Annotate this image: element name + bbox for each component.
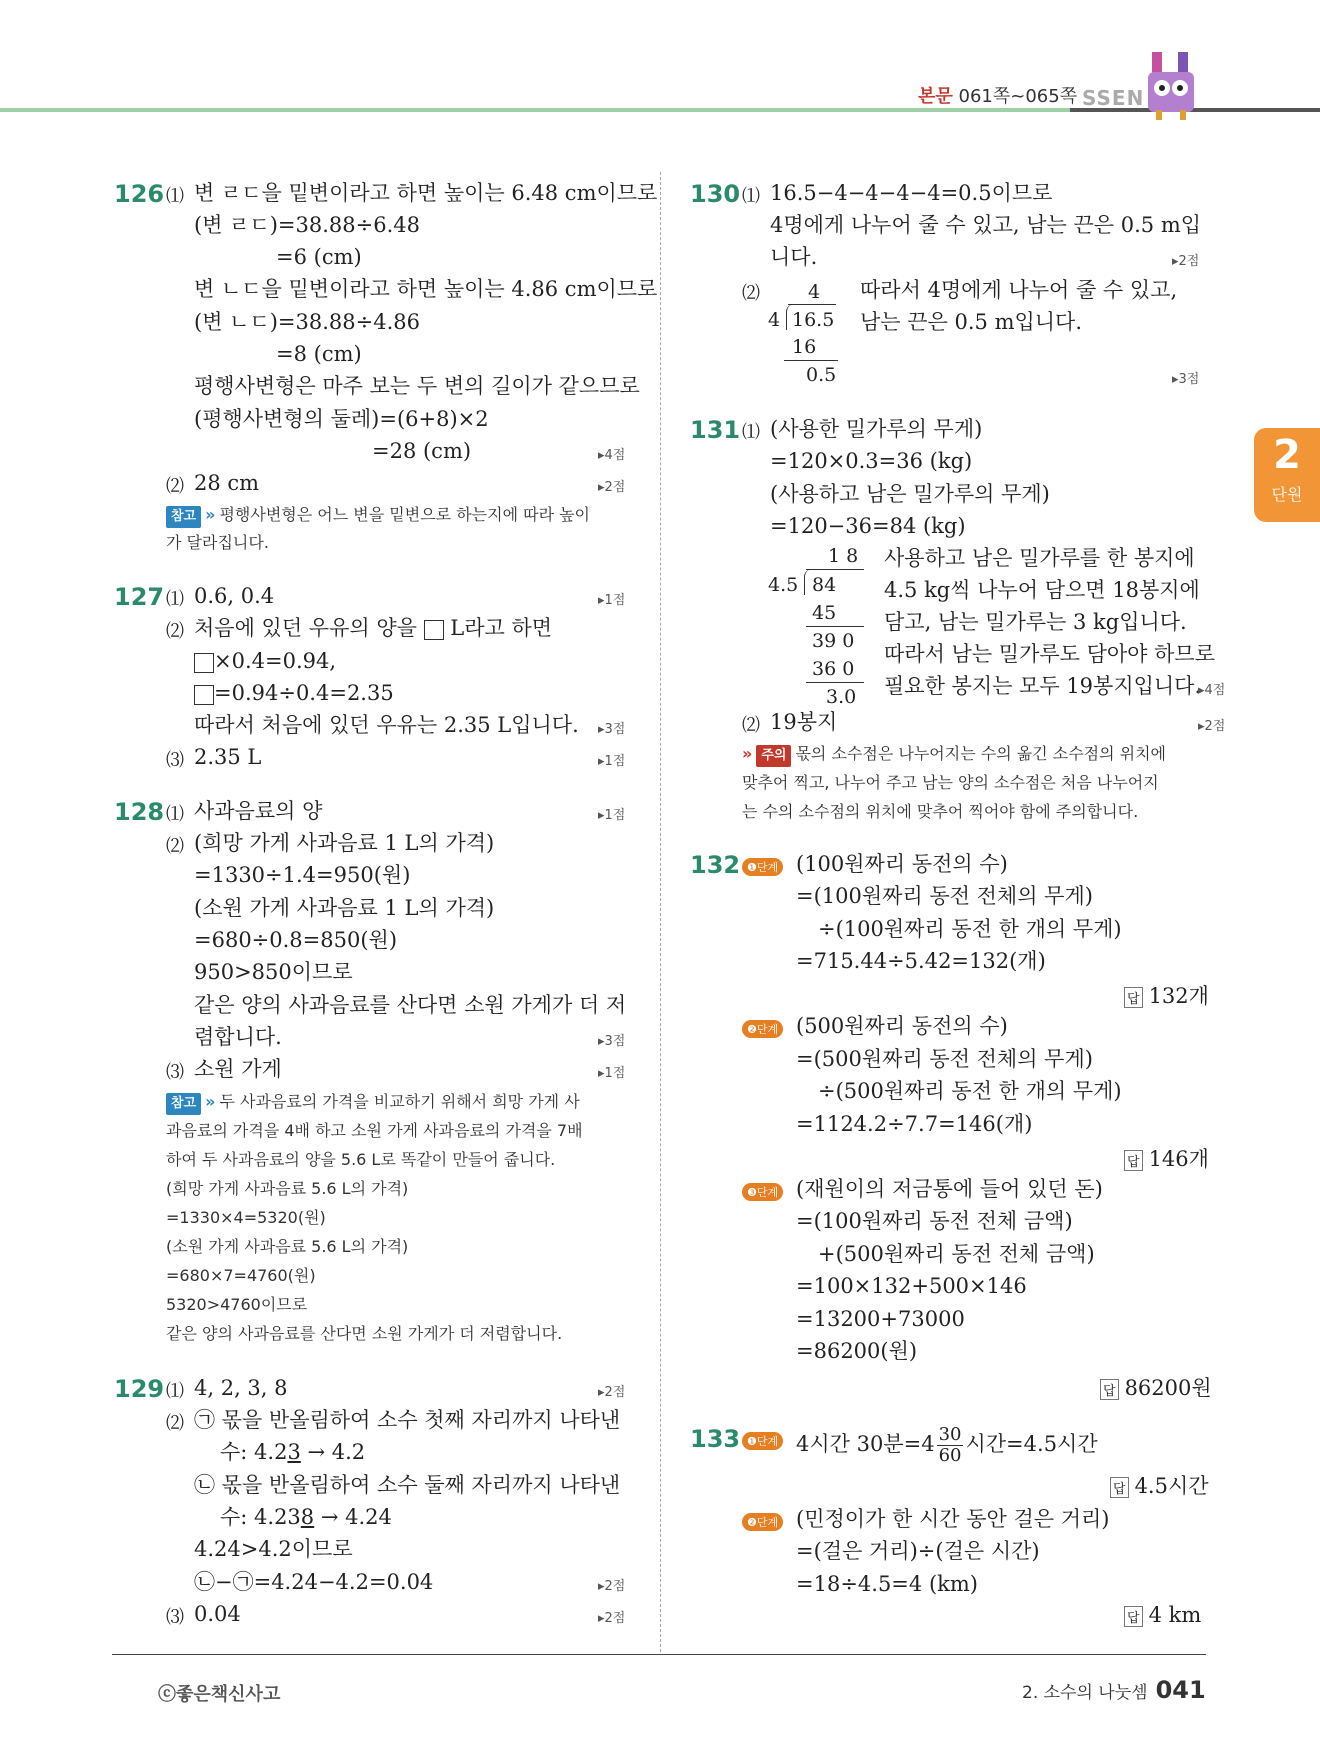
solution-line: 4.24>4.2이므로 [194, 1537, 353, 1561]
solution-line: 담고, 남는 밀가루는 3 kg입니다. [884, 610, 1187, 634]
sub-label: ⑴ [166, 1381, 184, 1402]
answer-text: 28 cm [194, 471, 260, 495]
sub-label: ⑵ [166, 476, 184, 497]
brand-logo: SSEN [1082, 86, 1145, 110]
note-text: =680×7=4760(원) [166, 1266, 316, 1285]
answer-label: 답 [1100, 1379, 1119, 1400]
fraction [937, 1425, 964, 1466]
note-text: 하여 두 사과음료의 양을 5.6 L로 똑같이 만들어 줍니다. [166, 1150, 556, 1169]
blank-box [424, 620, 444, 640]
text-part: → 4.2 [300, 1440, 366, 1464]
subtraction-line [806, 682, 864, 683]
blank-box [194, 685, 214, 705]
solution-line: (사용하고 남은 밀가루의 무게) [770, 482, 1050, 506]
solution-line: =100×132+500×146 [796, 1274, 1027, 1298]
double-chevron-icon: » [742, 744, 753, 763]
unit-number: 2 [1273, 432, 1301, 478]
solution-line: =28 (cm) [372, 439, 472, 463]
sub-label: ⑵ [166, 621, 184, 642]
subtrahend: 45 [812, 602, 837, 624]
sub-label: ⑵ [742, 283, 760, 304]
answer-value: 4 km [1148, 1603, 1202, 1627]
footer-rule [112, 1654, 1206, 1655]
sub-label: ⑴ [742, 186, 760, 207]
reference-note [166, 504, 590, 528]
score-label: ▸1점 [598, 1066, 626, 1081]
note-badge: 참고 [166, 1093, 201, 1115]
problem-number: 128 [114, 798, 165, 826]
answer-value: 132개 [1148, 984, 1209, 1008]
answer-text: 0.6, 0.4 [194, 584, 275, 608]
text-part: =0.94÷0.4=2.35 [214, 681, 394, 705]
publisher-label: ⓒ좋은책신사고 [158, 1684, 281, 1705]
solution-line: 16.5−4−4−4−4=0.5이므로 [770, 181, 1053, 205]
note-text: 가 달라집니다. [166, 533, 269, 552]
subtrahend: 36 0 [812, 658, 855, 680]
page-number: 041 [1155, 1676, 1206, 1704]
note-text: 두 사과음료의 가격을 비교하기 위해서 희망 가게 사 [219, 1092, 580, 1111]
answer-text: 사과음료의 양 [194, 799, 323, 823]
answer-text: 19봉지 [770, 710, 838, 734]
sub-label: ⑴ [166, 186, 184, 207]
score-label: ▸2점 [1198, 719, 1226, 734]
problem-number: 131 [690, 416, 741, 444]
remainder: 3.0 [826, 686, 857, 708]
header-section: 본문 [918, 86, 953, 107]
text-part: → 4.24 [314, 1505, 392, 1529]
answer-label: 답 [1124, 987, 1143, 1008]
solution-line: ÷(100원짜리 동전 한 개의 무게) [818, 917, 1122, 941]
solution-line: =1330÷1.4=950(원) [194, 863, 411, 887]
final-answer [1110, 1470, 1209, 1500]
solution-line: (변 ㄴㄷ)=38.88÷4.86 [194, 310, 420, 334]
step-badge: ❷단계 [742, 1020, 783, 1038]
problem-number: 133 [690, 1425, 741, 1453]
subtraction-line [784, 360, 838, 361]
answer-label: 답 [1124, 1606, 1143, 1627]
solution-line: 같은 양의 사과음료를 산다면 소원 가게가 더 저 [194, 993, 627, 1017]
solution-line: 따라서 처음에 있던 우유는 2.35 L입니다. [194, 713, 579, 737]
sub-label: ⑴ [742, 422, 760, 443]
divisor: 4.5 [768, 574, 799, 596]
solution-line: (소원 가게 사과음료 1 L의 가격) [194, 896, 495, 920]
problem-number: 127 [114, 583, 165, 611]
subtraction-line [806, 626, 864, 627]
sub-label: ⑴ [166, 589, 184, 610]
problem-number: 129 [114, 1375, 165, 1403]
score-label: ▸2점 [598, 480, 626, 495]
mascot-icon [1148, 48, 1196, 120]
partial-remainder: 39 0 [812, 630, 855, 652]
solution-line: =6 (cm) [276, 245, 362, 269]
solution-line: =(걸은 거리)÷(걸은 시간) [796, 1539, 1040, 1563]
column-divider [660, 172, 661, 1652]
solution-line: =(100원짜리 동전 전체 금액) [796, 1209, 1073, 1233]
dividend: 16.5 [792, 309, 835, 331]
solution-line: 따라서 4명에게 나누어 줄 수 있고, [860, 278, 1178, 302]
solution-line: =(100원짜리 동전 전체의 무게) [796, 884, 1093, 908]
solution-line: ㉡−㉠=4.24−4.2=0.04 [194, 1570, 434, 1594]
answer-value: 4.5시간 [1134, 1474, 1209, 1498]
header-page-reference [918, 82, 1077, 108]
solution-line: 남는 끈은 0.5 m입니다. [860, 310, 1083, 334]
solution-line: 렴합니다. [194, 1025, 282, 1049]
solution-line: =18÷4.5=4 (km) [796, 1572, 978, 1596]
score-label: ▸2점 [598, 1385, 626, 1400]
note-text: =1330×4=5320(원) [166, 1208, 326, 1227]
text-part: ×0.4=0.94, [214, 649, 337, 673]
score-label: ▸3점 [598, 722, 626, 737]
answer-text: 4, 2, 3, 8 [194, 1376, 288, 1400]
unit-label: 단원 [1271, 485, 1303, 504]
answer-text: 0.04 [194, 1602, 241, 1626]
final-answer [1124, 1143, 1209, 1173]
solution-line [220, 1439, 365, 1465]
solution-line: 4명에게 나누어 줄 수 있고, 남는 끈은 0.5 m입 [770, 213, 1202, 237]
text-part: 수: 4.2 [220, 1440, 288, 1464]
solution-line [194, 615, 552, 641]
note-text: 평행사변형은 어느 변을 밑변으로 하는지에 따라 높이 [219, 505, 591, 524]
solution-line: 필요한 봉지는 모두 19봉지입니다. [884, 674, 1202, 698]
solution-line [194, 648, 336, 674]
footer-chapter [1022, 1676, 1206, 1704]
score-label: ▸2점 [598, 1579, 626, 1594]
answer-text: 2.35 L [194, 745, 262, 769]
note-text: (희망 가게 사과음료 5.6 L의 가격) [166, 1179, 409, 1198]
solution-line: 변 ㄹㄷ을 밑변이라고 하면 높이는 6.48 cm이므로 [194, 181, 658, 205]
solution-line: =1124.2÷7.7=146(개) [796, 1112, 1033, 1136]
sub-label: ⑵ [742, 715, 760, 736]
solution-line: =(500원짜리 동전 전체의 무게) [796, 1047, 1093, 1071]
solution-line: 변 ㄴㄷ을 밑변이라고 하면 높이는 4.86 cm이므로 [194, 277, 658, 301]
caution-note [742, 743, 1166, 767]
step-badge: ❶단계 [742, 1432, 783, 1450]
chapter-title: 2. 소수의 나눗셈 [1022, 1683, 1148, 1703]
solution-line: +(500원짜리 동전 전체 금액) [818, 1242, 1095, 1266]
note-badge: 주의 [756, 745, 791, 767]
answer-text: 소원 가게 [194, 1057, 282, 1081]
solution-line: 따라서 남는 밀가루도 담아야 하므로 [884, 642, 1215, 666]
note-badge: 참고 [166, 506, 201, 528]
step-badge: ❷단계 [742, 1513, 783, 1531]
score-label: ▸3점 [1172, 372, 1200, 387]
solution-line: 니다. [770, 245, 818, 269]
text-part: 수: 4.23 [220, 1505, 301, 1529]
note-text: 과음료의 가격을 4배 하고 소원 가게 사과음료의 가격을 7배 [166, 1121, 583, 1140]
note-text: 맞추어 찍고, 나누어 주고 남는 양의 소수점은 처음 나누어지 [742, 773, 1159, 792]
problem-number: 132 [690, 851, 741, 879]
sub-label: ⑶ [166, 1062, 184, 1083]
underlined-digit: 8 [300, 1505, 315, 1529]
note-text: 몫의 소수점은 나누어지는 수의 옮긴 소수점의 위치에 [795, 744, 1167, 763]
header-pages: 061쪽~065쪽 [958, 86, 1078, 107]
text-part: L라고 하면 [450, 616, 553, 640]
solution-line: =8 (cm) [276, 342, 362, 366]
solution-line: =120×0.3=36 (kg) [770, 449, 973, 473]
sub-label: ⑶ [166, 1607, 184, 1628]
fraction-numerator: 30 [938, 1424, 962, 1445]
sub-label: ⑵ [166, 836, 184, 857]
solution-line: (재원이의 저금통에 들어 있던 돈) [796, 1177, 1103, 1201]
solution-line: =120−36=84 (kg) [770, 514, 966, 538]
blank-box [194, 653, 214, 673]
solution-line: 950>850이므로 [194, 960, 353, 984]
sub-label: ⑴ [166, 804, 184, 825]
divisor: 4 [768, 309, 781, 331]
double-chevron-icon: » [205, 505, 216, 524]
solution-line: (500원짜리 동전의 수) [796, 1014, 1008, 1038]
solution-line: ㉡ 몫을 반올림하여 소수 둘째 자리까지 나타낸 [194, 1473, 621, 1497]
solution-line: =13200+73000 [796, 1307, 965, 1331]
step-badge: ❸단계 [742, 1183, 783, 1201]
text-part: 처음에 있던 우유의 양을 [194, 616, 417, 640]
score-label: ▸4점 [1198, 683, 1226, 698]
unit-tab[interactable] [1254, 428, 1320, 522]
solution-line: (변 ㄹㄷ)=38.88÷6.48 [194, 213, 420, 237]
score-label: ▸1점 [598, 808, 626, 823]
final-answer [1124, 980, 1209, 1010]
solution-line [194, 680, 394, 706]
answer-label: 답 [1124, 1150, 1143, 1171]
solution-line: ㉠ 몫을 반올림하여 소수 첫째 자리까지 나타낸 [194, 1408, 621, 1432]
solution-line: 사용하고 남은 밀가루를 한 봉지에 [884, 546, 1195, 570]
subtrahend: 16 [792, 336, 817, 358]
note-text: 는 수의 소수점의 위치에 맞추어 찍어야 함에 주의합니다. [742, 802, 1139, 821]
note-text: (소원 가게 사과음료 5.6 L의 가격) [166, 1237, 409, 1256]
fraction-denominator: 60 [938, 1445, 962, 1466]
solution-line [220, 1504, 392, 1530]
note-text: 같은 양의 사과음료를 산다면 소원 가게가 더 저렴합니다. [166, 1324, 563, 1343]
score-label: ▸1점 [598, 593, 626, 608]
score-label: ▸4점 [598, 448, 626, 463]
score-label: ▸2점 [598, 1611, 626, 1626]
solution-line: 4.5 kg씩 나누어 담으면 18봉지에 [884, 578, 1200, 602]
solution-line: =680÷0.8=850(원) [194, 928, 398, 952]
underlined-digit: 3 [287, 1440, 301, 1464]
sub-label: ⑵ [166, 1413, 184, 1434]
quotient: 1 8 [828, 545, 859, 567]
text-part: 시간=4.5시간 [965, 1432, 1098, 1456]
answer-label: 답 [1110, 1477, 1129, 1498]
solution-line: =86200(원) [796, 1339, 918, 1363]
solution-line: (희망 가게 사과음료 1 L의 가격) [194, 831, 495, 855]
solution-line: =715.44÷5.42=132(개) [796, 949, 1046, 973]
quotient: 4 [808, 281, 821, 303]
double-chevron-icon: » [205, 1092, 216, 1111]
text-part: 4시간 30분=4 [796, 1432, 935, 1456]
dividend: 84 [812, 574, 837, 596]
remainder: 0.5 [806, 364, 837, 386]
solution-line [796, 1425, 1098, 1466]
solution-line: (평행사변형의 둘레)=(6+8)×2 [194, 407, 489, 431]
reference-note [166, 1091, 580, 1115]
score-label: ▸1점 [598, 754, 626, 769]
score-label: ▸3점 [598, 1034, 626, 1049]
solution-line: (민정이가 한 시간 동안 걸은 거리) [796, 1507, 1110, 1531]
note-text: 5320>4760이므로 [166, 1295, 308, 1314]
sub-label: ⑶ [166, 750, 184, 771]
answer-value: 146개 [1148, 1147, 1209, 1171]
step-badge: ❶단계 [742, 858, 783, 876]
solution-line: 평행사변형은 마주 보는 두 변의 길이가 같으므로 [194, 374, 640, 398]
answer-value: 86200원 [1124, 1376, 1212, 1400]
problem-number: 126 [114, 180, 165, 208]
final-answer [1100, 1372, 1212, 1402]
problem-number: 130 [690, 180, 741, 208]
solution-line: (100원짜리 동전의 수) [796, 852, 1008, 876]
solution-line: (사용한 밀가루의 무게) [770, 417, 983, 441]
score-label: ▸2점 [1172, 254, 1200, 269]
final-answer [1124, 1603, 1201, 1627]
solution-line: ÷(500원짜리 동전 한 개의 무게) [818, 1079, 1122, 1103]
